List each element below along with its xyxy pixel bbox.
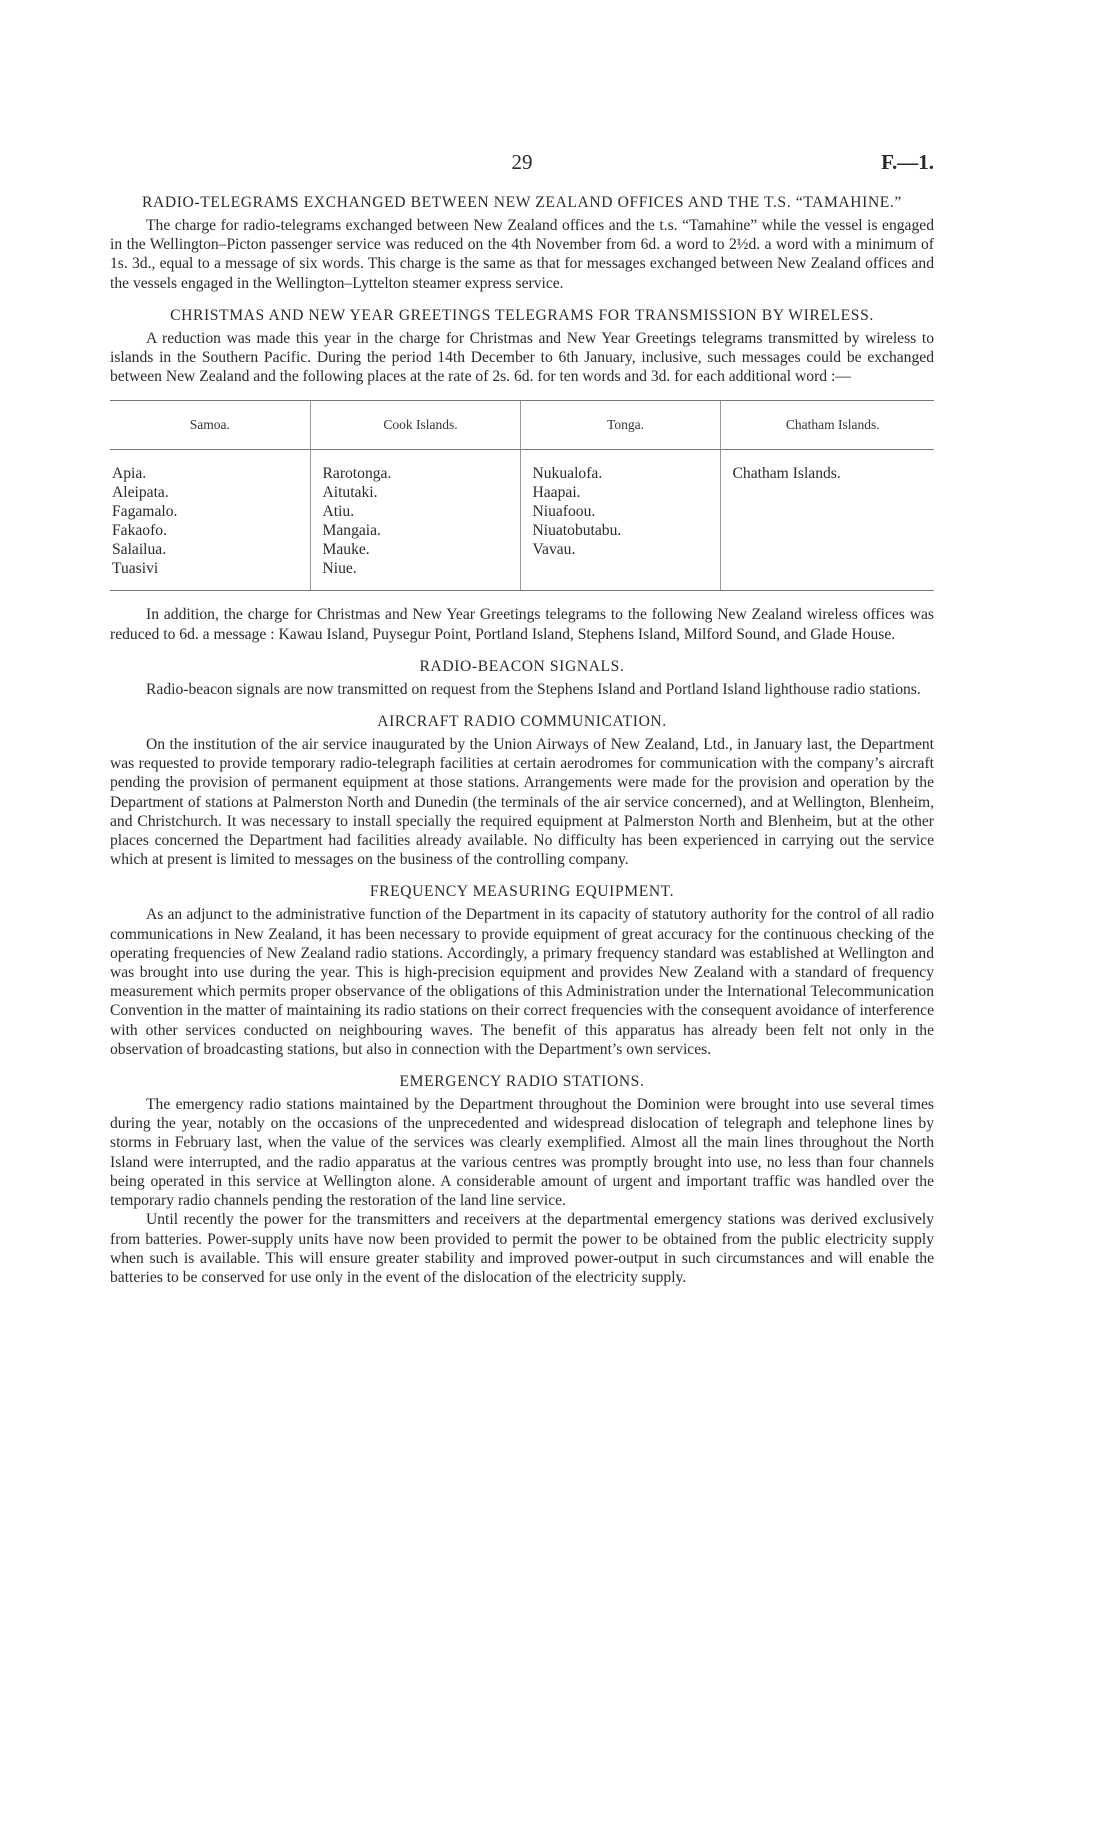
section-heading: EMERGENCY RADIO STATIONS. (399, 1073, 645, 1091)
column-header-cook-islands: Cook Islands. (310, 401, 520, 450)
place-name: Apia. (112, 465, 147, 483)
place-name: Tuasivi (112, 560, 159, 578)
place-name: Niuafoou. (532, 503, 596, 521)
page-number: 29 (511, 150, 533, 174)
section-aircraft (110, 713, 934, 869)
paragraph: The charge for radio-telegrams exchanged between New Zealand offices and the t.s. “Tamahine” while the vessel is engaged in the Wellington–Picton passenger service was reduced on the 4th November from 6d. a word to 2½d. a word with a minimum of 1s. 3d., equal to a message of six words. This charge is the same as that for messages exchanged between New Zealand offices and the vessels engaged in the Wellington–Lyttelton steamer express service. (110, 217, 934, 292)
place-name: Salailua. (112, 541, 167, 559)
place-name: Mangaia. (322, 522, 381, 540)
place-name: Fakaofo. (112, 522, 167, 540)
place-name: Vavau. (532, 541, 576, 559)
paragraph: Until recently the power for the transmitters and receivers at the departmental emergency stations was derived exclusively from batteries. Power-supply units have now been provided to permit the power to be obtained from the public electricity supply when such is available. This will ensure greater stability and improved power-output in such circumstances and will enable the batteries to be conserved for use only in the event of the dislocation of the electricity supply. (110, 1211, 934, 1286)
section-heading: AIRCRAFT RADIO COMMUNICATION. (377, 713, 667, 731)
place-name: Mauke. (322, 541, 370, 559)
section-heading: FREQUENCY MEASURING EQUIPMENT. (369, 883, 675, 901)
section-tamahine (110, 194, 934, 293)
paragraph: As an adjunct to the administrative function of the Department in its capacity of statutory authority for the control of all radio communications in New Zealand, it has been necessary to provide equipment of great accuracy for the continuous checking of the operating frequencies of New Zealand radio stations. Accordingly, a primary frequency standard was established at Wellington and was brought into use during the year. This is high-precision equipment and provides New Zealand with a standard of frequency measurement which permits proper observance of the obligations of this Administration under the International Telecommunication Convention in the matter of maintaining its radio stations on their correct frequencies with the consequent avoidance of interference with other services conducted on neighbouring waves. The benefit of this apparatus has already been felt not only in the observation of broadcasting stations, but also in connection with the Department’s own services. (110, 906, 934, 1058)
section-heading: CHRISTMAS AND NEW YEAR GREETINGS TELEGRAMS FOR TRANSMISSION BY WIRELESS. (170, 306, 874, 324)
place-name: Niuatobutabu. (532, 522, 622, 540)
column-cook-islands (310, 450, 520, 591)
section-heading: RADIO-TELEGRAMS EXCHANGED BETWEEN NEW ZEALAND OFFICES AND THE T.S. “TAMAHINE.” (142, 194, 902, 211)
place-name: Atiu. (322, 503, 355, 521)
section-frequency (110, 883, 934, 1059)
section-emergency (110, 1073, 934, 1287)
column-tonga (520, 450, 720, 591)
page-content (110, 150, 934, 1287)
paragraph: In addition, the charge for Christmas and New Year Greetings telegrams to the following New Zealand wireless offices was reduced to 6d. a message : Kawau Island, Puysegur Point, Portland Island, Stephens Island, Milford Sound, and Glade House. (110, 606, 934, 643)
column-samoa (110, 450, 310, 591)
table-header-row (110, 401, 934, 450)
table-row (110, 450, 934, 591)
places-table-wrapper (110, 400, 934, 591)
section-radio-beacon (110, 658, 934, 699)
place-name: Aleipata. (112, 484, 169, 502)
document-reference: F.—1. (881, 150, 934, 174)
paragraph: Radio-beacon signals are now transmitted on request from the Stephens Island and Portland Island lighthouse radio stations. (146, 680, 921, 698)
page-header (110, 150, 934, 180)
column-chatham-islands (720, 450, 934, 591)
paragraph: On the institution of the air service inaugurated by the Union Airways of New Zealand, Ltd., in January last, the Department was requested to provide temporary radio-telegraph facilities at certain aerodromes for communication with the company’s aircraft pending the provision of permanent equipment at those stations. Arrangements were made for the provision and operation by the Department of stations at Palmerston North and Dunedin (the terminals of the air service concerned), and at Wellington, Blenheim, and Christchurch. It was necessary to install specially the required equipment at Palmerston North and Blenheim, but at the other places concerned the Department had facilities already available. No difficulty has been experienced in carrying out the service which at present is limited to messages on the business of the controlling company. (110, 736, 934, 869)
paragraph: A reduction was made this year in the charge for Christmas and New Year Greetings telegrams transmitted by wireless to islands in the Southern Pacific. During the period 14th December to 6th January, inclusive, such messages could be exchanged between New Zealand and the following places at the rate of 2s. 6d. for ten words and 3d. for each additional word :— (110, 329, 934, 386)
paragraph: The emergency radio stations maintained by the Department throughout the Dominion were brought into use several times during the year, notably on the occasions of the unprecedented and widespread dislocation of telegraph and telephone lines by storms in February last, when the value of the services was clearly exemplified. Almost all the main lines throughout the North Island were interrupted, and the radio apparatus at the various centres was promptly brought into use, no less than four channels being operated in this service at Wellington alone. A considerable amount of urgent and important traffic was handled over the temporary radio channels pending the restoration of the land line service. (110, 1096, 934, 1210)
column-header-tonga: Tonga. (520, 401, 720, 450)
column-header-chatham-islands: Chatham Islands. (720, 401, 934, 450)
place-name: Haapai. (532, 484, 581, 502)
column-header-samoa: Samoa. (110, 401, 310, 450)
place-name: Aitutaki. (322, 484, 378, 502)
places-table (110, 400, 934, 591)
section-christmas (110, 307, 934, 644)
place-name: Rarotonga. (322, 465, 392, 483)
place-name: Fagamalo. (112, 503, 178, 521)
place-name: Nukualofa. (532, 465, 603, 483)
place-name: Chatham Islands. (732, 465, 841, 483)
place-name: Niue. (322, 560, 357, 578)
section-heading: RADIO-BEACON SIGNALS. (419, 657, 625, 675)
